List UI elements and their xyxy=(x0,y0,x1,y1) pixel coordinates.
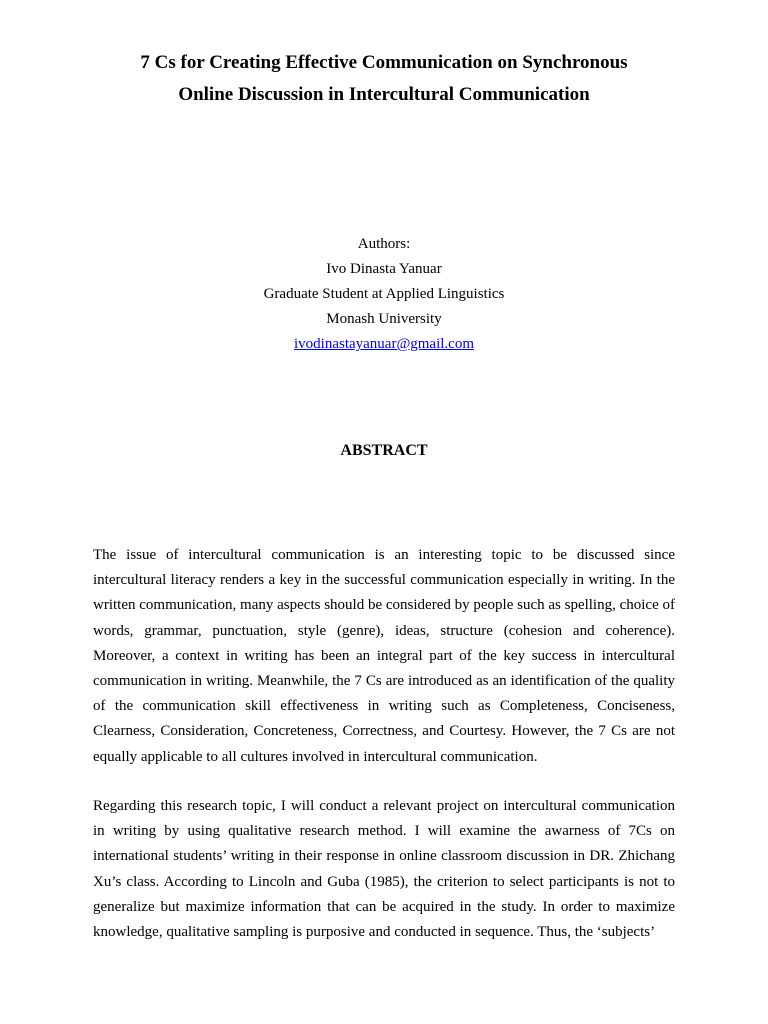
author-block xyxy=(60,232,708,357)
paper-title-line-1: 7 Cs for Creating Effective Communication on Synchronous xyxy=(140,52,628,73)
abstract-paragraph-2: Regarding this research topic, I will conduct a relevant project on intercultural communication in writing by using qualitative research method. I will examine the awarness of 7Cs on international students’ writing in their response in online classroom discussion in DR. Zhichang Xu’s class. According to Lincoln and Guba (1985), the criterion to select participants is not to generalize but maximize information that can be acquired in the study. In order to maximize knowledge, qualitative sampling is purposive and conducted in sequence. Thus, the ‘subjects’ xyxy=(93,798,675,941)
author-email-link[interactable]: ivodinastayanuar@gmail.com xyxy=(293,336,474,352)
paper-title xyxy=(60,47,708,111)
authors-label: Authors: xyxy=(357,236,411,252)
abstract-heading: ABSTRACT xyxy=(340,442,428,459)
author-name: Ivo Dinasta Yanuar xyxy=(326,261,442,277)
author-affiliation: Monash University xyxy=(326,311,442,327)
author-position: Graduate Student at Applied Linguistics xyxy=(263,286,505,302)
abstract-paragraph-1: The issue of intercultural communication is an interesting topic to be discussed since intercultural literacy renders a key in the successful communication especially in writing. In the written communication, many aspects should be considered by people such as spelling, choice of words, grammar, punctuation, style (genre), ideas, structure (cohesion and coherence). Moreover, a context in writing has been an integral part of the key success in intercultural communication in writing. Meanwhile, the 7 Cs are introduced as an identification of the quality of the communication skill effectiveness in writing such as Completeness, Conciseness, Clearness, Consideration, Concreteness, Correctness, and Courtesy. However, the 7 Cs are not equally applicable to all cultures involved in intercultural communication. xyxy=(93,547,675,765)
paper-title-line-2: Online Discussion in Intercultural Communication xyxy=(178,84,590,105)
